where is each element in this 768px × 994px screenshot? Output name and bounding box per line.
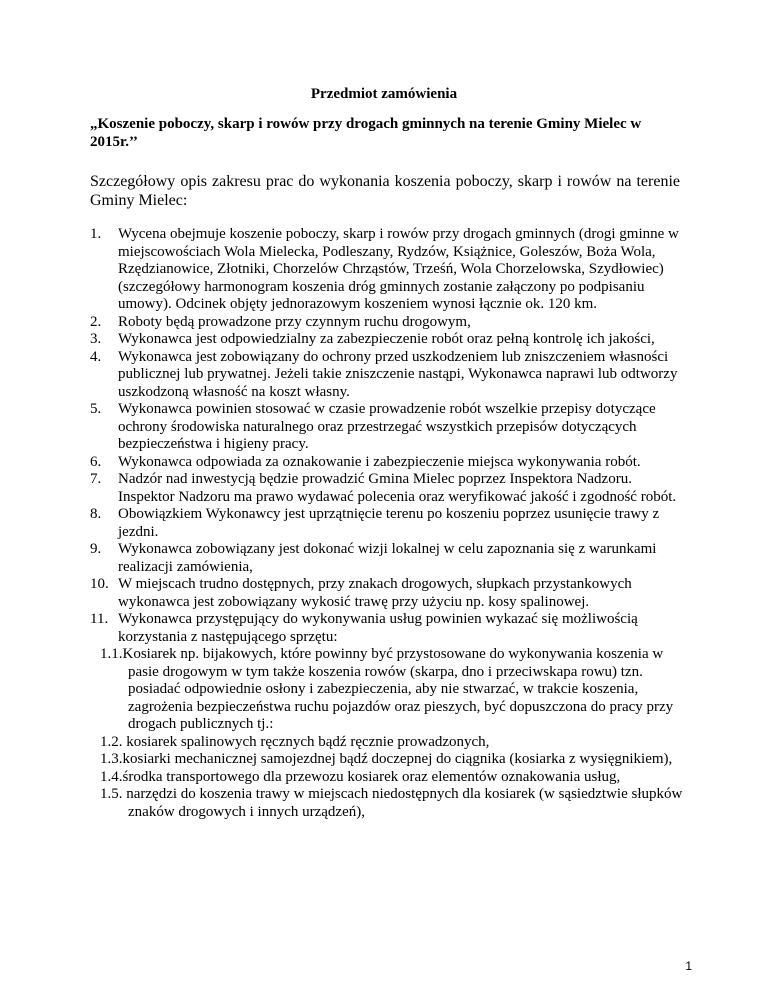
list-item-number: 1. [90, 226, 102, 242]
list-item [90, 506, 690, 541]
sub-list-item: 1.3.kosiarki mechanicznej samojezdnej bądź doczepnej do ciągnika (kosiarka z wysięgnikiem), [100, 751, 673, 767]
requirements-list [90, 226, 690, 821]
list-item [90, 349, 690, 402]
sub-list-item: 1.1.Kosiarek np. bijakowych, które powinny być przystosowane do wykonywania koszenia w pasie drogowym w tym także koszenia rowów (skarpa, dno i przeciwskapa rowu) tzn. posiadać odpowiednie osłony i zabezpieczenia, aby nie stwarzać, w trakcie koszenia, zagrożenia bezpieczeństwa ruchu pojazdów oraz pieszych, być dopuszczona do pracy przy drogach publicznych tj.: [100, 646, 674, 732]
sub-list-item: 1.5. narzędzi do koszenia trawy w miejscach niedostępnych dla kosiarek (w sąsiedztwie słupków znaków drogowych i innych urządzeń), [100, 786, 683, 820]
sub-list-item: 1.2. kosiarek spalinowych ręcznych bądź ręcznie prowadzonych, [100, 733, 490, 750]
list-item-number: 11. [90, 611, 109, 627]
list-item-number: 9. [90, 541, 102, 557]
list-item-text: Wykonawca przystępujący do wykonywania usług powinien wykazać się możliwością korzystania z następującego sprzętu: [118, 611, 638, 645]
list-item [90, 471, 690, 506]
document-title: Przedmiot zamówienia [310, 86, 458, 102]
list-item-text: Wykonawca zobowiązany jest dokonać wizji lokalnej w celu zapoznania się z warunkami realizacji zamówienia, [118, 541, 657, 575]
intro-paragraph: Szczegółowy opis zakresu prac do wykonania koszenia poboczy, skarp i rowów na terenie Gminy Mielec: [90, 173, 680, 209]
list-item-number: 2. [90, 313, 102, 330]
list-item-text: Nadzór nad inwestycją będzie prowadzić Gmina Mielec poprzez Inspektora Nadzoru. Inspektor Nadzoru ma prawo wydawać polecenia oraz weryfikować jakość i zgodność robót. [118, 471, 677, 505]
page-number: 1 [685, 959, 692, 973]
list-item-number: 6. [90, 453, 102, 470]
list-item-text: Wykonawca powinien stosować w czasie prowadzenie robót wszelkie przepisy dotyczące ochrony środowiska naturalnego oraz przestrzegać wszystkich przepisów dotyczących bezpieczeństwa i higieny pracy. [118, 401, 656, 452]
list-item-text: Obowiązkiem Wykonawcy jest uprzątnięcie terenu po koszeniu poprzez usunięcie trawy z jezdni. [118, 506, 660, 540]
list-item [90, 576, 690, 611]
list-item-text: Wycena obejmuje koszenie poboczy, skarp i rowów przy drogach gminnych (drogi gminne w miejscowościach Wola Mielecka, Podleszany, Rydzów, Książnice, Goleszów, Boża Wola, Rzędzianowice, Złotniki, Chorzelów Chrząstów, Trześń, Wola Chorzelowska, Szydłowiec) (szczegółowy harmonogram koszenia dróg gminnych zostanie załączony po podpisaniu umowy). Odcinek objęty jednorazowym koszeniem wynosi łącznie ok. 120 km. [118, 226, 679, 312]
list-item-text: Wykonawca jest odpowiedzialny za zabezpieczenie robót oraz pełną kontrolę ich jakości, [118, 331, 655, 347]
list-item-number: 7. [90, 471, 102, 487]
list-item-text: Wykonawca jest zobowiązany do ochrony przed uszkodzeniem lub zniszczeniem własności publicznej lub prywatnej. Jeżeli takie zniszczenie nastąpi, Wykonawca naprawi lub odtworzy uszkodzoną własność na koszt własny. [118, 348, 678, 400]
list-item [90, 331, 690, 349]
list-item [90, 541, 690, 576]
list-item-number: 8. [90, 506, 102, 522]
list-item-number: 5. [90, 401, 102, 417]
list-item-number: 4. [90, 348, 102, 365]
list-item-number: 3. [90, 331, 102, 347]
list-item [90, 314, 690, 332]
document-subtitle: „Koszenie poboczy, skarp i rowów przy drogach gminnych na terenie Gminy Mielec w 2015r.’’ [90, 116, 642, 150]
list-item-number: 10. [90, 576, 109, 592]
sub-list-item: 1.4.środka transportowego dla przewozu kosiarek oraz elementów oznakowania usług, [100, 768, 621, 785]
list-item [90, 226, 690, 314]
list-item-text: W miejscach trudno dostępnych, przy znakach drogowych, słupkach przystankowych wykonawca jest zobowiązany wykosić trawę przy użyciu np. kosy spalinowej. [118, 576, 632, 610]
list-item [90, 611, 690, 646]
list-item-text: Roboty będą prowadzone przy czynnym ruchu drogowym, [118, 313, 471, 330]
list-item-text: Wykonawca odpowiada za oznakowanie i zabezpieczenie miejsca wykonywania robót. [118, 453, 641, 470]
list-item [90, 454, 690, 472]
list-item [90, 401, 690, 454]
